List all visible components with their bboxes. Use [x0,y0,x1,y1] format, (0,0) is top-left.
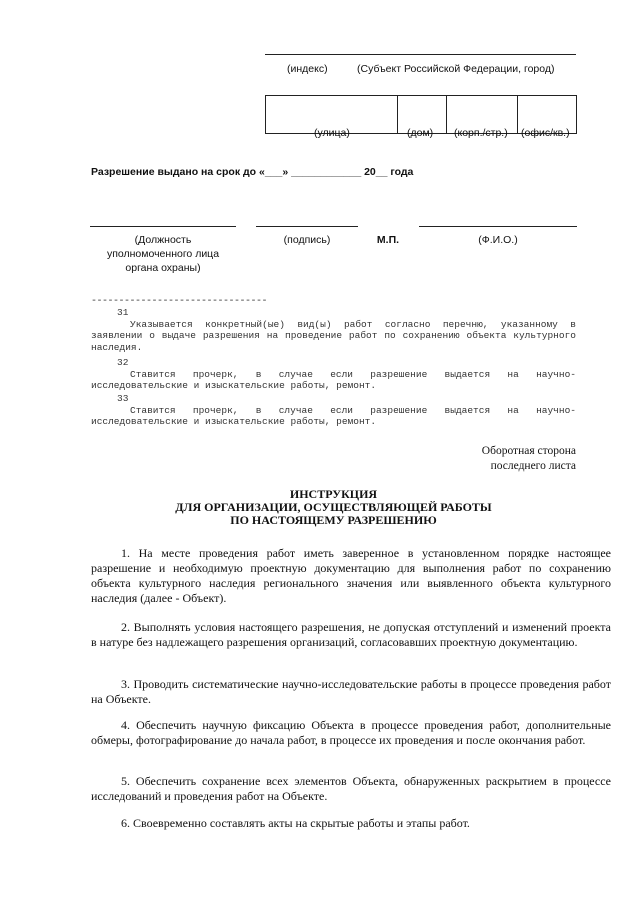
instruction-paragraph-2: 2. Выполнять условия настоящего разрешения, не допуская отступлений и изменений проекта в натуре без надлежащего разрешения организаций, согласовавших проектную документацию. [91,620,611,649]
stamp-caption: М.П. [376,234,400,246]
footnote-text: Ставится прочерк, в случае если разрешение выдается на научно-исследовательские и изыскательские работы, ремонт. [91,404,576,427]
footnote-text: Указывается конкретный(ые) вид(ы) работ согласно перечню, указанному в заявлении о выдаче разрешения на проведение работ по сохранению объекта культурного наследия. [91,318,576,353]
instruction-title-line2: ДЛЯ ОРГАНИЗАЦИИ, ОСУЩЕСТВЛЯЮЩЕЙ РАБОТЫ [175,500,492,514]
index-caption: (индекс) [287,63,328,75]
position-line [90,226,236,227]
footnote-31 [91,307,576,353]
instruction-title-line3: ПО НАСТОЯЩЕМУ РАЗРЕШЕНИЮ [230,513,437,527]
instruction-paragraph-6: 6. Своевременно составлять акты на скрытые работы и этапы работ. [121,816,470,830]
name-caption: (Ф.И.О.) [478,234,518,246]
footnote-separator: -------------------------------- [91,296,268,307]
building-caption: (корп./стр.) [454,127,508,139]
office-caption: (офис/кв.) [521,127,570,139]
footnote-text: Ставится прочерк, в случае если разрешение выдается на научно-исследовательские и изыскательские работы, ремонт. [91,368,576,391]
street-caption: (улица) [314,127,350,139]
instruction-title [91,488,576,527]
permit-validity: Разрешение выдано на срок до «___» ____________ 20__ года [91,166,414,178]
instruction-paragraph-5: 5. Обеспечить сохранение всех элементов Объекта, обнаруженных раскрытием в процессе исследований и проведения работ на Объекте. [91,774,611,803]
reverse-side-line1: Оборотная сторона [481,445,576,457]
footnote-number: 31 [117,307,129,318]
signature-caption: (подпись) [283,234,331,246]
subject-caption: (Субъект Российской Федерации, город) [357,63,555,75]
footnote-32 [91,357,576,392]
name-line [419,226,577,227]
signature-line [256,226,358,227]
footnote-number: 32 [117,357,129,368]
house-caption: (дом) [407,127,434,139]
reverse-side-line2: последнего листа [490,460,576,472]
position-caption: (Должность уполномоченного лица органа охраны) [106,234,220,274]
instruction-paragraph-3: 3. Проводить систематические научно-исследовательские работы в процессе проведения работ на Объекте. [91,677,611,706]
instruction-paragraph-4: 4. Обеспечить научную фиксацию Объекта в процессе проведения работ, дополнительные обмеры, фотографирование до начала работ, в процессе их проведения и после окончания работ. [91,718,611,747]
footnote-33 [91,393,576,428]
reverse-side-note [482,444,576,474]
address-top-line [265,54,576,55]
footnote-number: 33 [117,393,129,404]
instruction-title-line1: ИНСТРУКЦИЯ [289,487,378,501]
instruction-paragraph-1: 1. На месте проведения работ иметь заверенное в установленном порядке настоящее разрешение и необходимую проектную документацию для выполнения работ по сохранению объекта культурного наследия регионального значения или выявленного объекта культурного наследия (далее - Объект). [91,546,611,605]
